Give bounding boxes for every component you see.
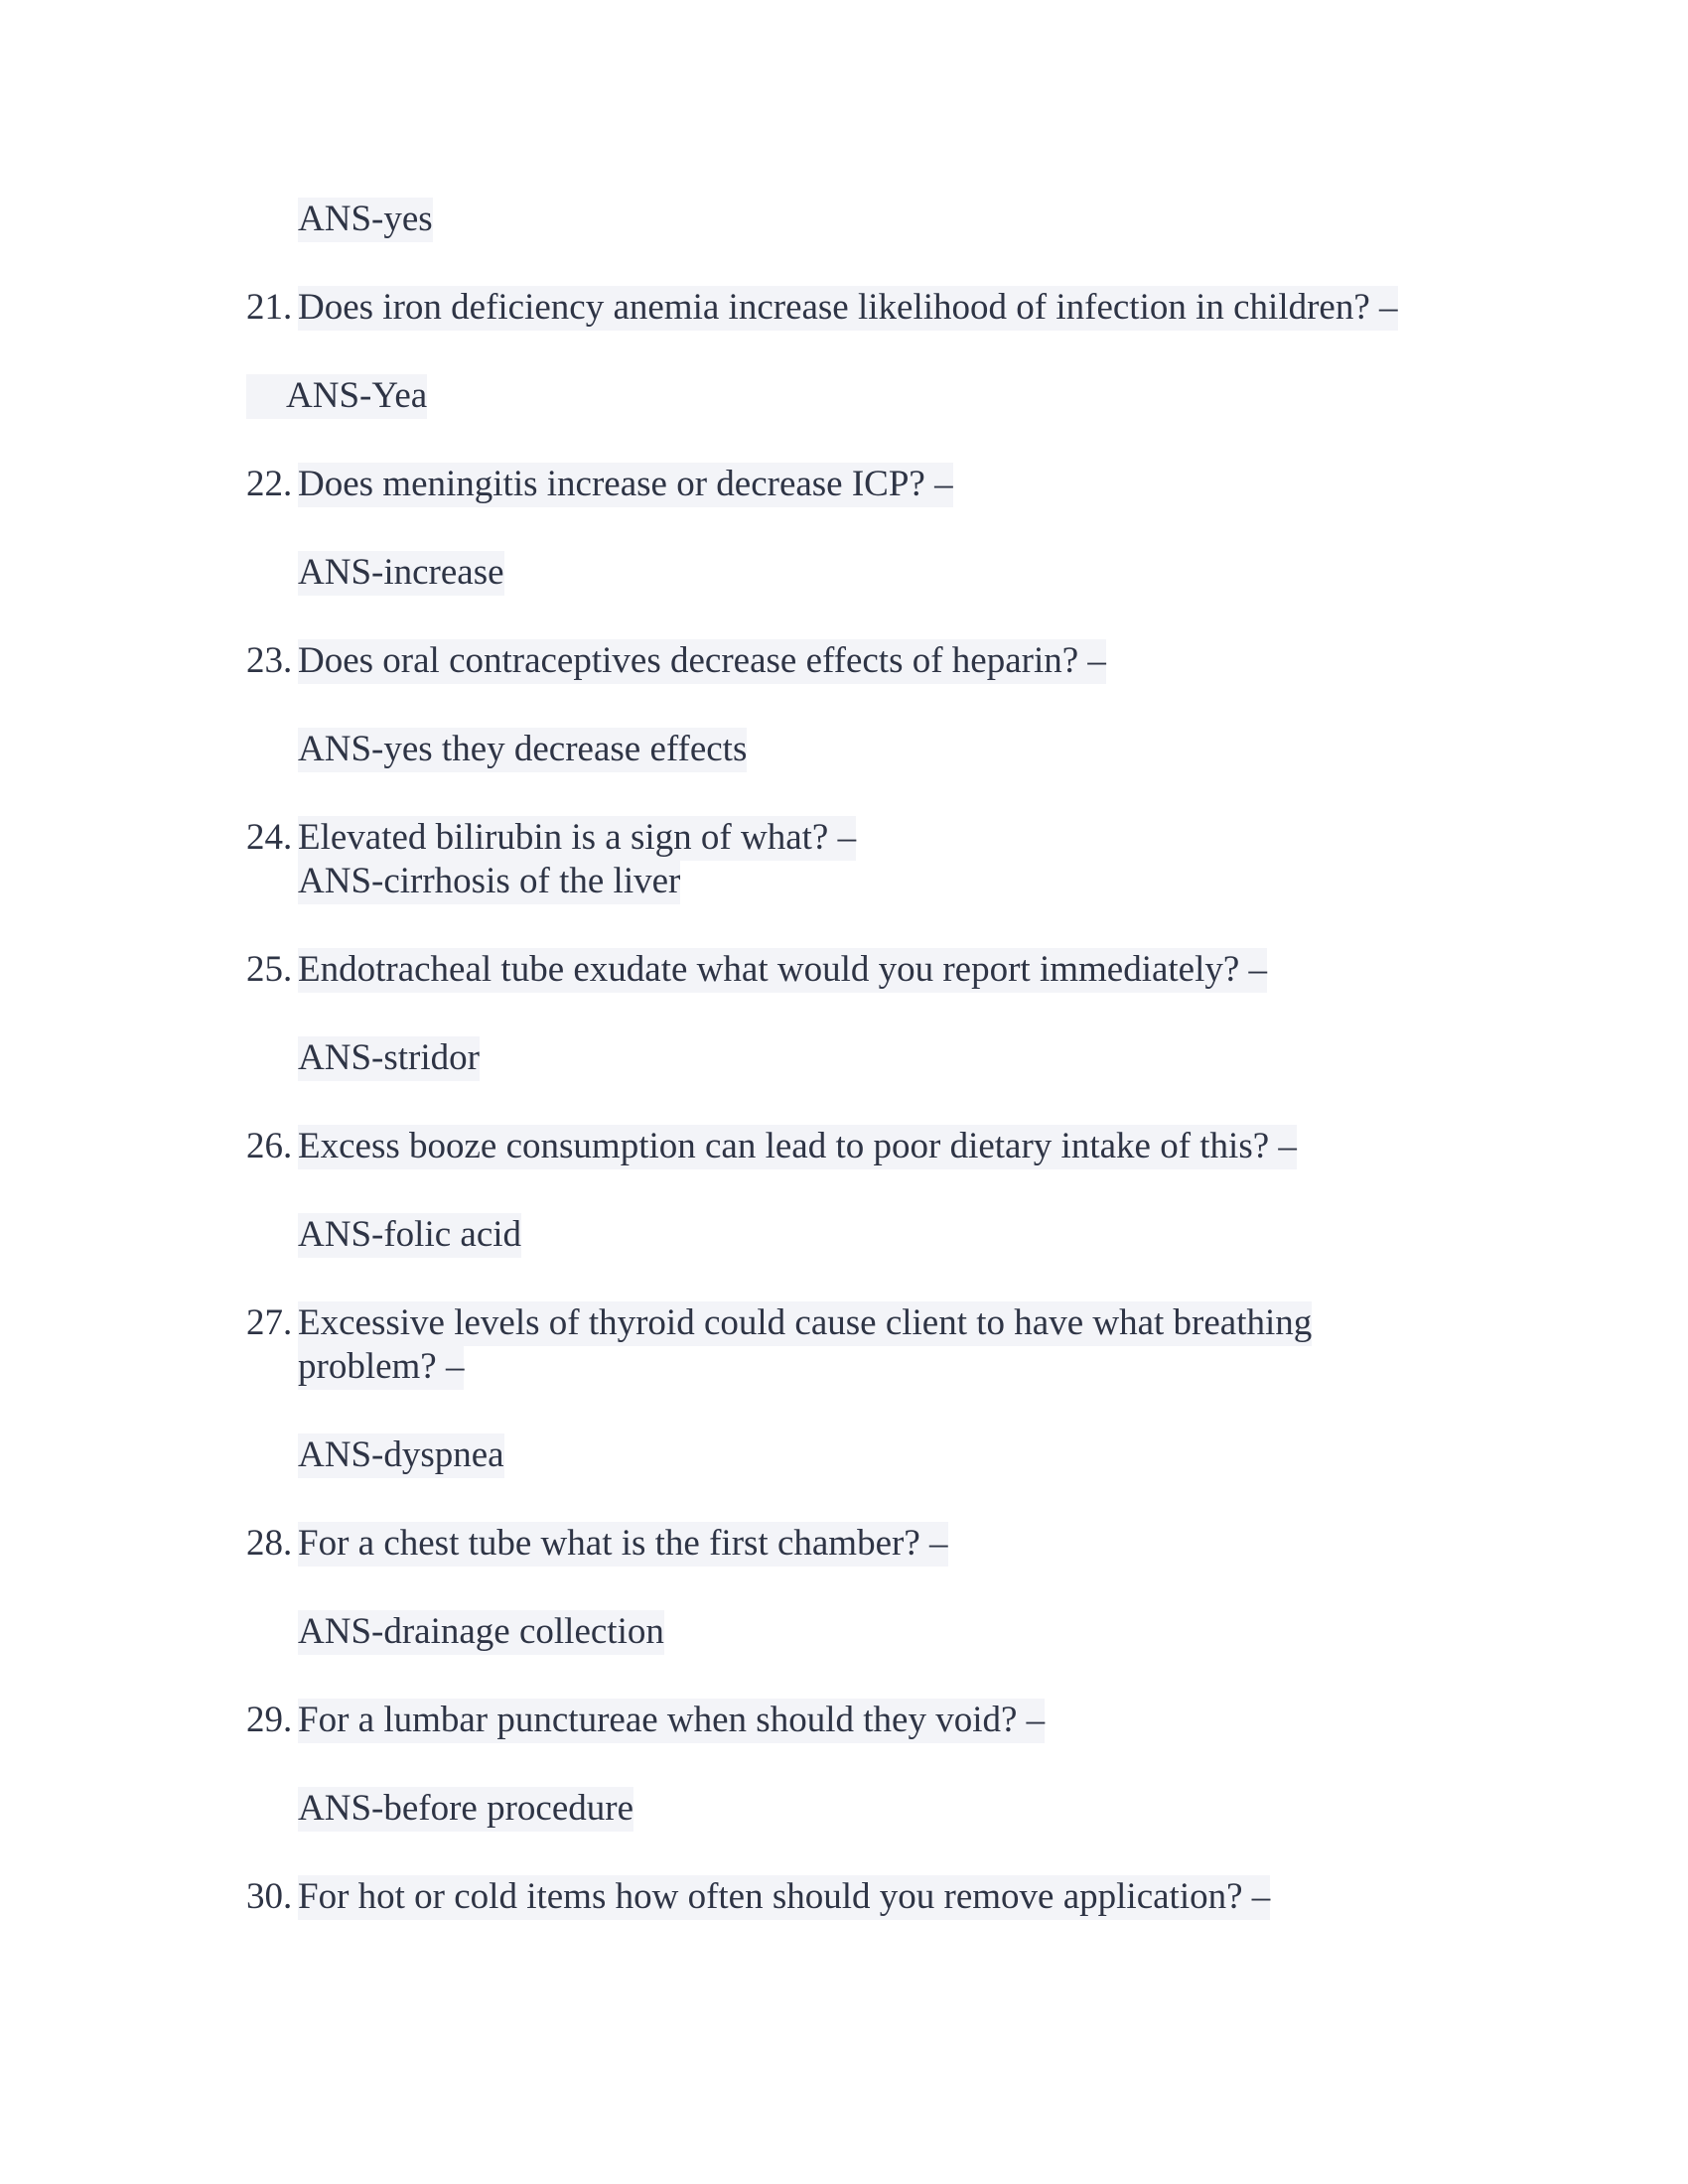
question-number: 25.: [246, 949, 293, 990]
answer-line: [298, 1787, 633, 1831]
answer-text: ANS-cirrhosis of the liver: [298, 860, 680, 904]
answer-line: [298, 1213, 521, 1257]
question-number: 29.: [246, 1700, 293, 1740]
question-text: For a chest tube what is the first chamber? –: [298, 1522, 948, 1567]
answer-line: [298, 551, 504, 595]
question-number: 28.: [246, 1523, 293, 1564]
answer-line: [298, 1036, 480, 1080]
answer-text: ANS-yes: [298, 198, 433, 242]
answer-line: [298, 198, 433, 241]
question-text-line1: Excessive levels of thyroid could cause client to have what breathing: [298, 1301, 1312, 1346]
answer-text: ANS-stridor: [298, 1036, 480, 1081]
question-text: Excess booze consumption can lead to poor dietary intake of this? –: [298, 1125, 1297, 1169]
answer-text: ANS-drainage collection: [298, 1610, 664, 1655]
question-number: 22.: [246, 464, 293, 504]
answer-line: [246, 374, 427, 418]
answer-text: ANS-folic acid: [298, 1213, 521, 1258]
question-text: For hot or cold items how often should you remove application? –: [298, 1875, 1270, 1920]
answer-text: ANS-increase: [298, 551, 504, 596]
answer-line: [298, 1433, 504, 1477]
question-text: Does oral contraceptives decrease effects of heparin? –: [298, 639, 1106, 684]
answer-text: ANS-before procedure: [298, 1787, 633, 1832]
question-number: 27.: [246, 1302, 293, 1343]
question-number: 24.: [246, 817, 293, 858]
answer-text: ANS-dyspnea: [298, 1433, 504, 1478]
answer-line: [298, 728, 747, 771]
answer-line: [298, 860, 680, 903]
question-text-line2: problem? –: [298, 1345, 464, 1390]
question-continuation: [298, 1345, 464, 1389]
answer-text: ANS-yes they decrease effects: [298, 728, 747, 772]
question-number: 26.: [246, 1126, 293, 1166]
question-number: 30.: [246, 1876, 293, 1917]
question-number: 23.: [246, 640, 293, 681]
question-text: Does iron deficiency anemia increase likelihood of infection in children? –: [298, 286, 1398, 331]
question-text: Does meningitis increase or decrease ICP? –: [298, 463, 953, 507]
question-text: Elevated bilirubin is a sign of what? –: [298, 816, 856, 861]
question-number: 21.: [246, 287, 293, 328]
answer-line: [298, 1610, 664, 1654]
question-text: For a lumbar punctureae when should they void? –: [298, 1699, 1045, 1743]
answer-text: ANS-Yea: [246, 374, 427, 419]
question-text: Endotracheal tube exudate what would you report immediately? –: [298, 948, 1267, 993]
